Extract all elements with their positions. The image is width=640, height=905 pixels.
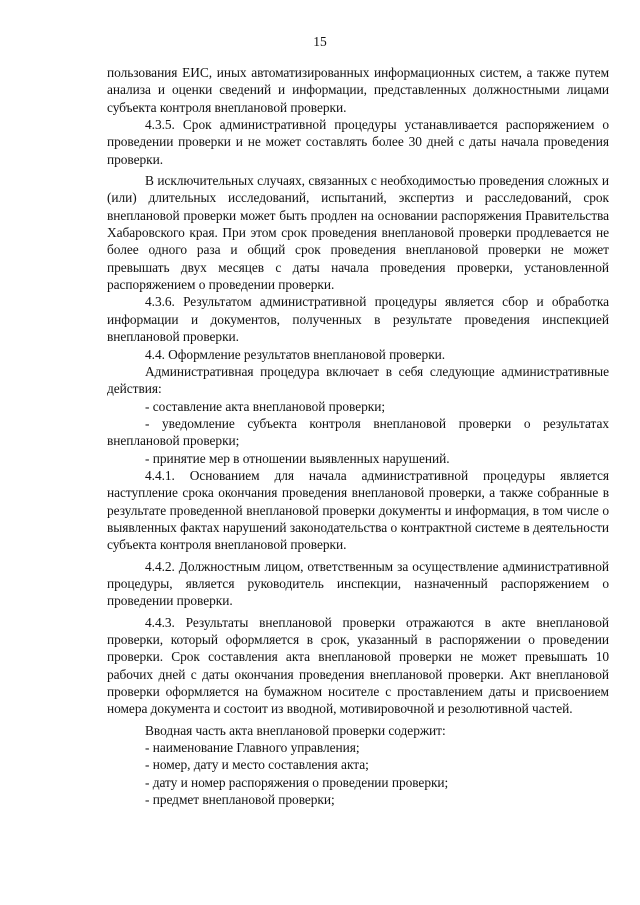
list-item: - наименование Главного управления; — [145, 740, 360, 756]
paragraph-admin-procedure: Административная процедура включает в себя следующие административные действия: — [107, 363, 609, 397]
list-item: - номер, дату и место составления акта; — [145, 757, 369, 773]
page-number: 15 — [313, 34, 327, 49]
paragraph-4-4-3: 4.4.3. Результаты внеплановой проверки отражаются в акте внеплановой проверки, который оформляется в срок, указанный в распоряжении о проведении проверки. Срок составления акта внеплановой проверки не может превышать 10 рабочих дней с даты окончания проведения внеплановой проверки. Акт внеплановой проверки оформляется на бумажном носителе с проставлением даты и присвоением номера документа и состоит из вводной, мотивировочной и резолютивной частей. — [107, 614, 609, 717]
list-item: - дату и номер распоряжения о проведении проверки; — [145, 774, 449, 790]
paragraph-exceptional-cases: В исключительных случаях, связанных с необходимостью проведения сложных и (или) длительных исследований, испытаний, экспертиз и расследований, срок внеплановой проверки может быть продлен на основании распоряжения Правительства Хабаровского края. При этом срок проведения внеплановой проверки продлевается не более одного раза и общий срок проведения внеплановой проверки не может превышать двух месяцев с даты начала проведения проверки, установленной распоряжением о проведении проверки. — [107, 173, 609, 293]
section-heading-4-4: 4.4. Оформление результатов внеплановой проверки. — [145, 346, 446, 362]
paragraph-4-3-6: 4.3.6. Результатом административной процедуры является сбор и обработка информации и документов, полученных в результате проведения инспекцией внеплановой проверки. — [107, 294, 609, 345]
list-item: - уведомление субъекта контроля внеплановой проверки о результатах внеплановой проверки; — [107, 415, 609, 449]
paragraph-4-4-1: 4.4.1. Основанием для начала административной процедуры является наступление срока окончания проведения внеплановой проверки, а также собранные в результате проведенной внеплановой проверки документы и информация, в том числе о выявленных фактах нарушений законодательства о контрактной системе в деятельности субъекта контроля внеплановой проверки. — [107, 467, 609, 553]
document-body — [107, 64, 609, 808]
list-item: - предмет внеплановой проверки; — [145, 792, 335, 808]
paragraph-intro-part: Вводная часть акта внеплановой проверки содержит: — [145, 722, 446, 738]
paragraph-4-3-5: 4.3.5. Срок административной процедуры устанавливается распоряжением о проведении проверки и не может составлять более 30 дней с даты начала проведения проверки. — [107, 117, 609, 167]
list-item: - составление акта внеплановой проверки; — [145, 398, 386, 414]
paragraph-4-4-2: 4.4.2. Должностным лицом, ответственным за осуществление административной процедуры, является руководитель инспекции, назначенный распоряжением о проведении проверки. — [107, 558, 609, 609]
list-item: - принятие мер в отношении выявленных нарушений. — [145, 450, 450, 466]
paragraph-continuation: пользования ЕИС, иных автоматизированных информационных систем, а также путем анализа и оценки сведений и информации, представленных должностными лицами субъекта контроля внеплановой проверки. — [107, 65, 609, 115]
